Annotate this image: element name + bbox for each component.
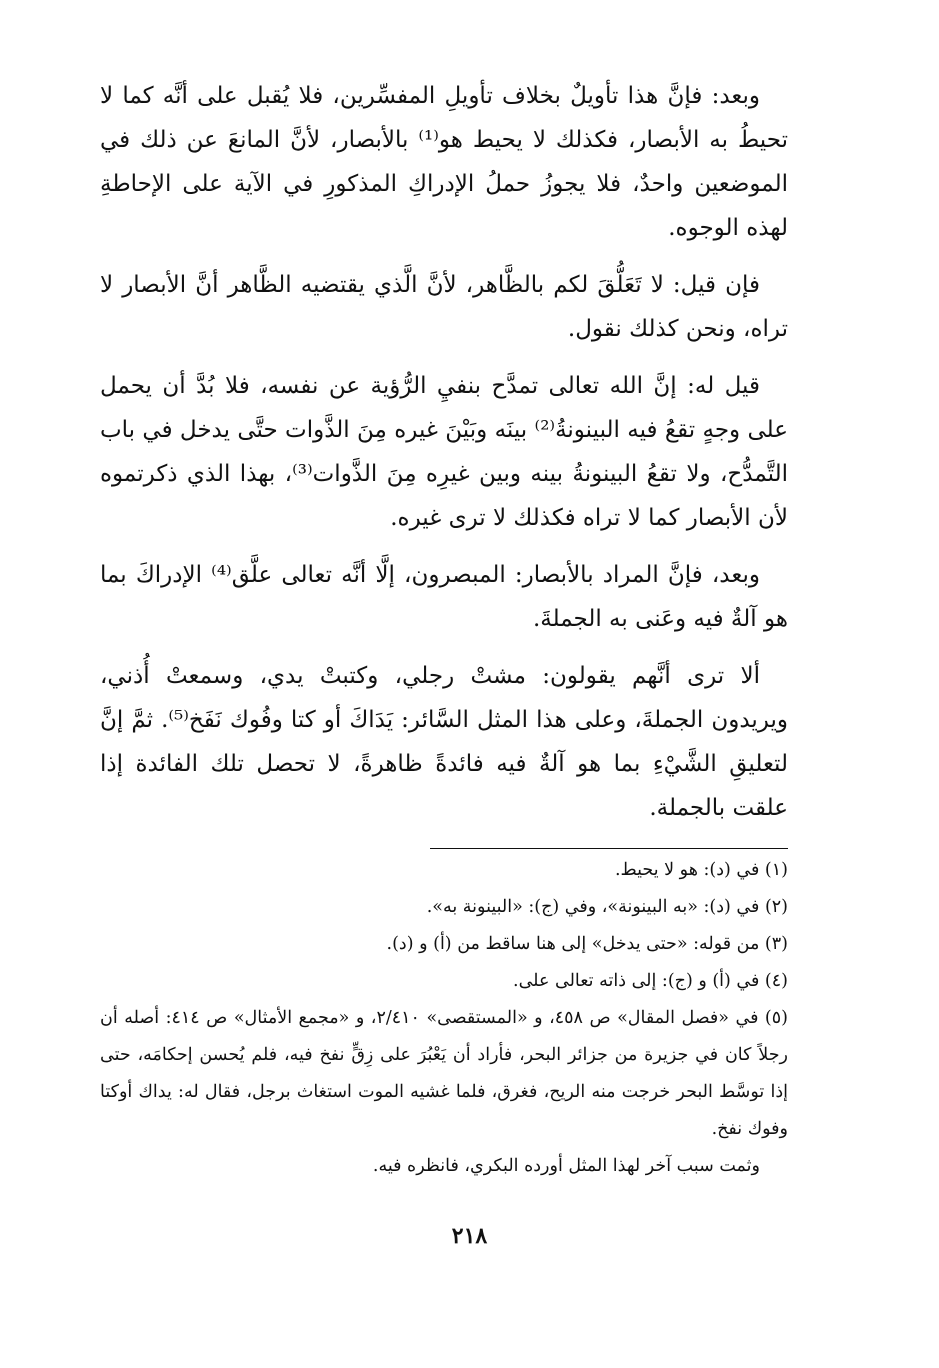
footnote: (١) في (د): هو لا يحيط. xyxy=(614,860,788,880)
page-number: ٢١٨ xyxy=(451,1223,488,1249)
main-text xyxy=(100,74,788,843)
paragraph: قيل له: إنَّ الله تعالى تمدَّح بنفيِ الرُّؤية عن نفسه، فلا بُدَّ أن يحمل على وجهٍ تقعُ فيه البينونةُ⁽²⁾ بينَه وبَيْنَ غيره مِنَ الذَّوات حتَّى يدخل في باب التَّمدُّح، ولا تقعُ البينونةُ بينه وبين غيرِه مِنَ الذَّوات⁽³⁾، بهذا الذي ذكرتموه لأن الأبصار كما لا تراه فكذلك لا ترى غيره. xyxy=(100,373,789,531)
footnote-continuation: وثمت سبب آخر لهذا المثل أورده البكري، فانظره فيه. xyxy=(372,1156,760,1176)
footnote: (٣) من قوله: «حتى يدخل» إلى هنا ساقط من (أ) و (د). xyxy=(386,934,788,954)
paragraph: وبعد: فإنَّ هذا تأويلٌ بخلاف تأويلِ المفسِّرين، فلا يُقبل على أنَّه كما لا تحيطُ به الأبصار، فكذلك لا يحيط هو⁽¹⁾ بالأبصار، لأنَّ المانعَ عن ذلك في الموضعين واحدٌ، فلا يجوزُ حملُ الإدراكِ المذكورِ في الآية على الإحاطةِ لهذه الوجوه. xyxy=(100,83,788,241)
paragraph: فإن قيل: لا تَعَلُّقَ لكم بالظَّاهر، لأنَّ الَّذي يقتضيه الظَّاهر أنَّ الأبصار لا تراه، ونحن كذلك نقول. xyxy=(100,272,788,342)
footnotes xyxy=(100,852,788,1185)
footnote: (٤) في (أ) و (ج): إلى ذاته تعالى على. xyxy=(513,971,788,991)
footnote: (٢) في (د): «به البينونة»، وفي (ج): «البينونة به». xyxy=(426,897,788,917)
paragraph: وبعد، فإنَّ المراد بالأبصار: المبصرون، إلَّا أنَّه تعالى علَّق⁽⁴⁾ الإدراكَ بما هو آلةٌ فيه وعَنى به الجملةَ. xyxy=(100,562,788,632)
footnote: (٥) في «فصل المقال» ص ٤٥٨، و «المستقصى» ٢/٤١٠، و «مجمع الأمثال» ص ٤١٤: أصله أن رجلاً كان في جزيرة من جزائر البحر، فأراد أن يَعْبُرَ على زِقٍّ نفخ فيه، فلم يُحسن إحكامَه، حتى إذا توسَّط البحر خرجت منه الريح، فغرق، فلما غشيه الموت استغاث برجل، فقال له: يداك أوكتا وفوك نفخ. xyxy=(100,1008,788,1139)
footnote-divider xyxy=(430,848,788,849)
paragraph: ألا ترى أنَّهم يقولون: مشتْ رجلي، وكتبتْ يدي، وسمعتْ أُذني، ويريدون الجملةَ، وعلى هذا المثل السَّائر: يَدَاكَ أو كتا وفُوك نَفَخ⁽⁵⁾. ثمَّ إنَّ لتعليقِ الشَّيْءِ بما هو آلةٌ فيه فائدةً ظاهرةً، لا تحصل تلك الفائدة إذا علقت بالجملة. xyxy=(100,663,789,821)
